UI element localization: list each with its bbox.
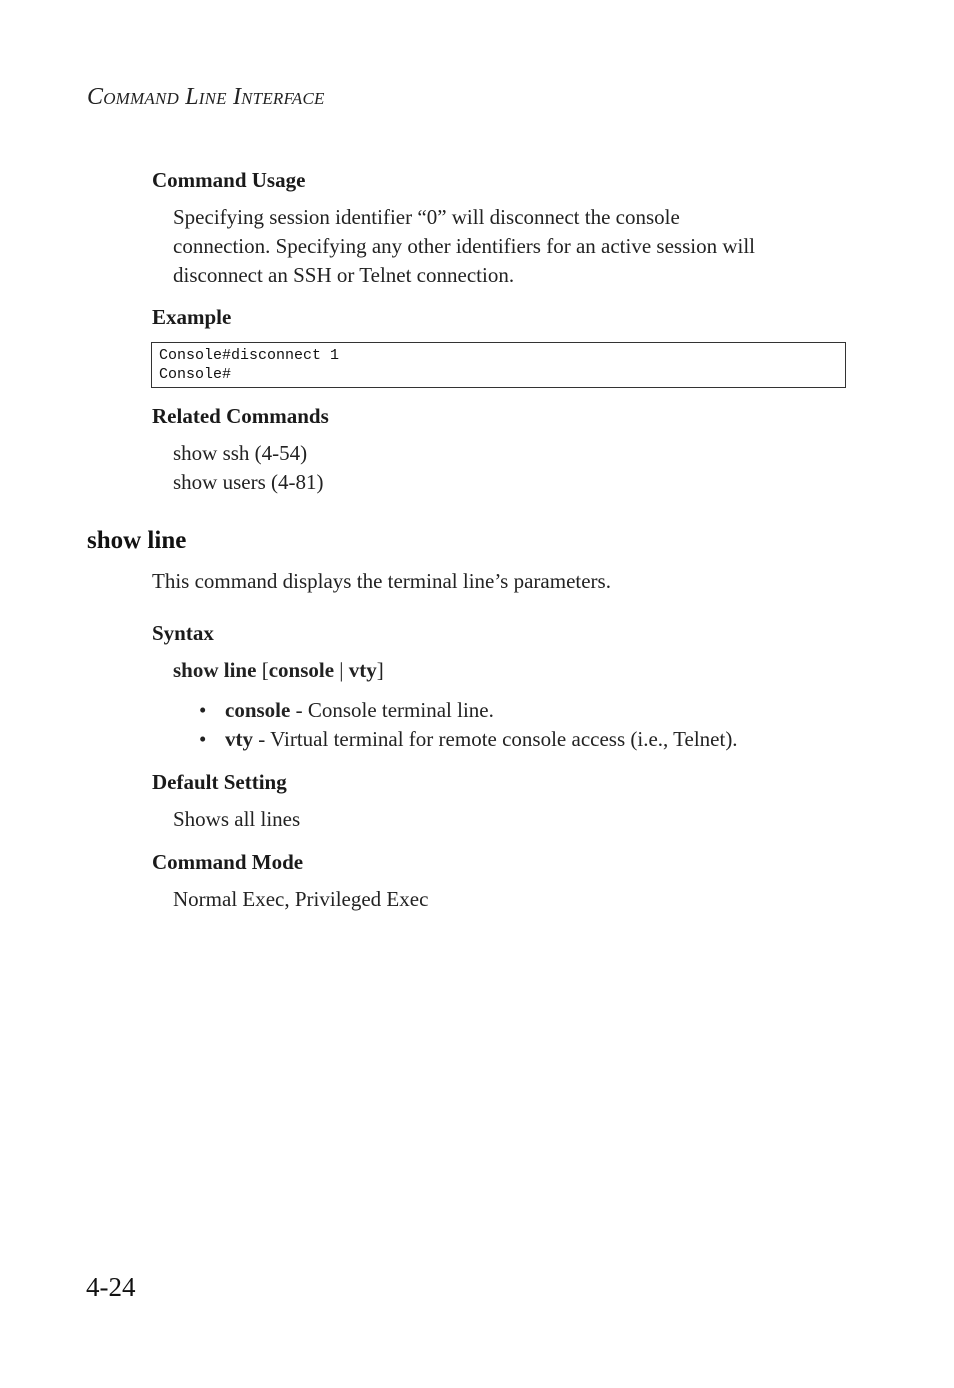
syntax-bracket-close: ] <box>376 658 384 682</box>
command-usage-text <box>173 203 755 290</box>
command-mode-value: Normal Exec, Privileged Exec <box>173 887 429 911</box>
usage-line: Specifying session identifier “0” will disconnect the console <box>173 205 680 229</box>
bullet-term: vty <box>225 727 253 751</box>
related-commands-heading: Related Commands <box>152 404 329 428</box>
default-setting-value: Shows all lines <box>173 807 301 831</box>
page-number: 4-24 <box>86 1272 136 1302</box>
default-setting-heading: Default Setting <box>152 770 287 794</box>
syntax-bracket-open: [ <box>261 658 269 682</box>
bullet-icon: • <box>199 698 207 722</box>
example-heading: Example <box>152 305 232 329</box>
related-commands-list <box>173 439 323 497</box>
code-line: Console#disconnect 1 <box>159 347 340 364</box>
command-description: This command displays the terminal line’s parameters. <box>152 569 611 593</box>
running-head: Command Line Interface <box>87 84 325 110</box>
bullet-item-console <box>199 698 494 723</box>
syntax-option-console: console <box>268 658 335 682</box>
bullet-term: console <box>225 698 291 722</box>
usage-line: connection. Specifying any other identifiers for an active session will <box>173 234 756 258</box>
bullet-text: - Console terminal line. <box>290 698 494 722</box>
bullet-text: - Virtual terminal for remote console access (i.e., Telnet). <box>253 727 738 751</box>
syntax-heading: Syntax <box>152 621 214 645</box>
syntax-option-vty: vty <box>348 658 377 682</box>
code-example-box <box>151 342 846 388</box>
command-mode-heading: Command Mode <box>152 850 304 874</box>
syntax-command: show line <box>173 658 257 682</box>
command-usage-heading: Command Usage <box>152 168 306 192</box>
command-title: show line <box>87 527 187 554</box>
related-command-item: show users (4-81) <box>173 470 324 494</box>
syntax-separator: | <box>339 658 344 682</box>
code-line: Console# <box>159 366 232 383</box>
bullet-icon: • <box>199 727 207 751</box>
usage-line: disconnect an SSH or Telnet connection. <box>173 263 515 287</box>
related-command-item: show ssh (4-54) <box>173 441 308 465</box>
syntax-line <box>173 656 384 685</box>
bullet-item-vty <box>199 727 738 752</box>
